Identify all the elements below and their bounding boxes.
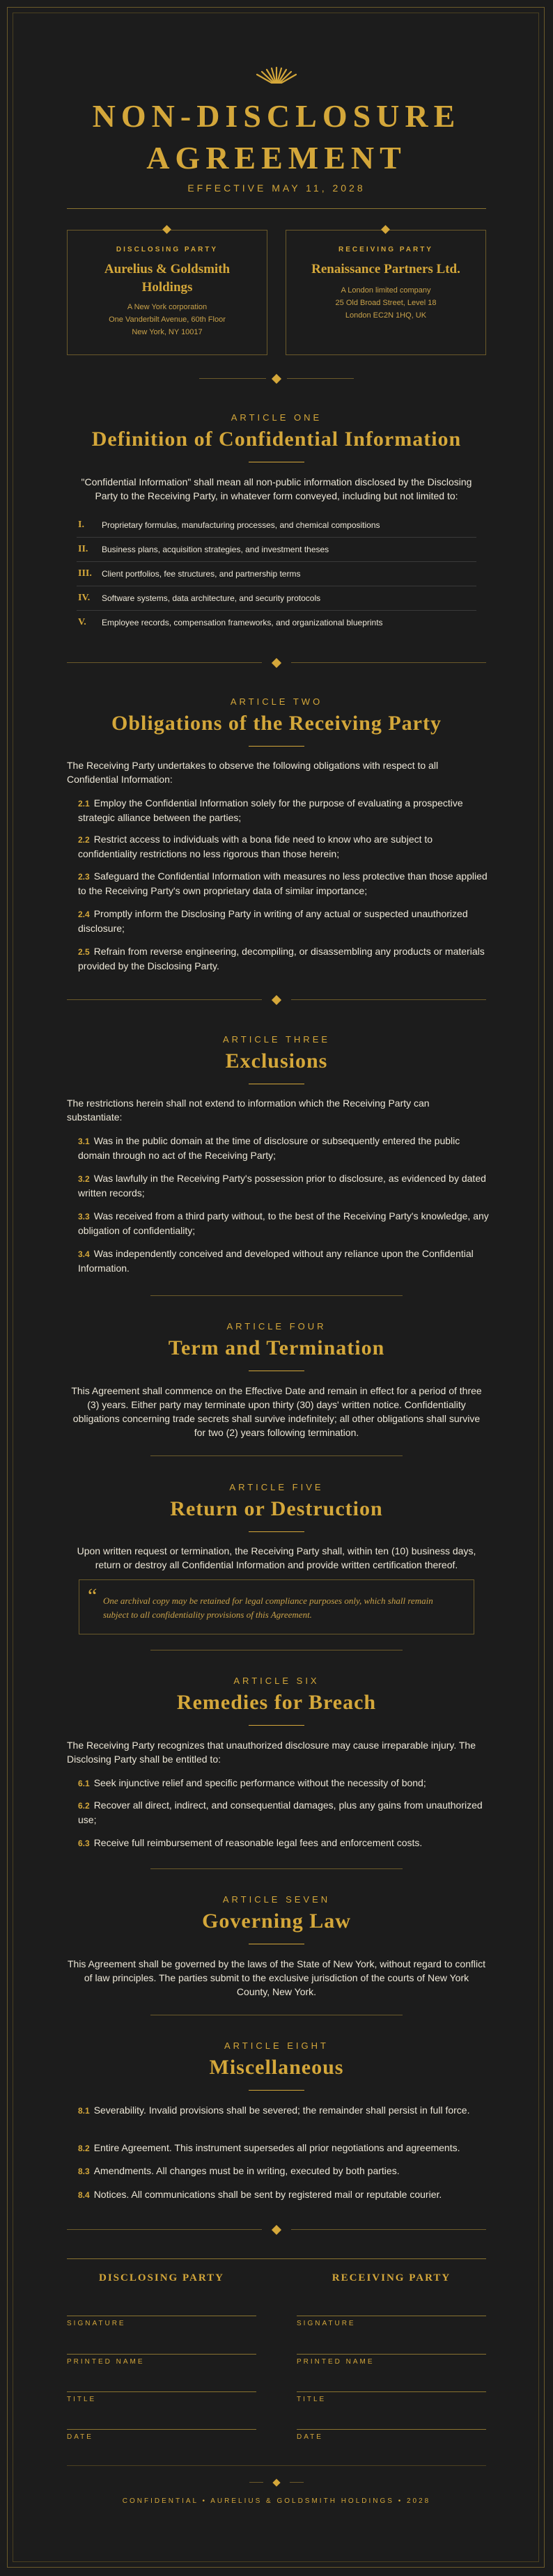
diamond-icon [272, 2479, 280, 2486]
footer-rule [67, 2465, 486, 2466]
list-item: 2.3 Safeguard the Confidential Information with measures no less protective than those applied to the Receiving Party's own proprietary data of similar importance; [78, 871, 488, 896]
article2-label: ARTICLE TWO [230, 696, 323, 707]
article4-text: This Agreement shall commence on the Effective Date and remain in effect for a period of three (3) years. Either party may terminate upon thirty (30) days' written notice. Confidentiality obligations concerning trade secrets shall survive indefinitely; all other obligations shall survive for two (2) years following termination. [71, 1385, 482, 1438]
receiving-party-address: 25 Old Broad Street, Level 18 [335, 299, 437, 307]
printed-name-caption: PRINTED NAME [297, 2358, 375, 2366]
document-title-line2: AGREEMENT [146, 140, 407, 175]
article4-label: ARTICLE FOUR [226, 1321, 327, 1332]
list-item: II. Business plans, acquisition strategies, and investment theses [77, 537, 476, 562]
signature-disclosing-heading: DISCLOSING PARTY [99, 2272, 224, 2284]
article4-title: Term and Termination [168, 1336, 385, 1359]
ornament-divider [67, 2225, 486, 2235]
article3-intro: The restrictions herein shall not extend to information which the Receiving Party can substantiate: [67, 1098, 430, 1123]
article5-label: ARTICLE FIVE [229, 1482, 324, 1492]
header-rule [67, 208, 486, 209]
title-caption: TITLE [67, 2396, 97, 2403]
footer-text: CONFIDENTIAL • AURELIUS & GOLDSMITH HOLDINGS • 2028 [122, 2497, 431, 2505]
list-item: 3.1 Was in the public domain at the time of disclosure or subsequently entered the public domain through no act of the Receiving Party; [78, 1135, 460, 1161]
signature-caption: SIGNATURE [67, 2320, 126, 2327]
title-line[interactable] [67, 2391, 256, 2392]
article5-rule [249, 1531, 304, 1532]
date-line[interactable] [297, 2429, 486, 2430]
title-line[interactable] [297, 2391, 486, 2392]
signature-caption: SIGNATURE [297, 2320, 356, 2327]
diamond-icon [272, 2225, 281, 2235]
diamond-icon [272, 374, 281, 384]
footer-ornament [67, 2478, 486, 2488]
list-item: III. Client portfolios, fee structures, and partnership terms [77, 561, 476, 586]
article7-label: ARTICLE SEVEN [222, 1894, 331, 1905]
signature-receiving-heading: RECEIVING PARTY [332, 2272, 451, 2284]
list-item: I. Proprietary formulas, manufacturing processes, and chemical compositions [77, 513, 476, 538]
list-item: 8.2 Entire Agreement. This instrument supersedes all prior negotiations and agreements. [78, 2142, 460, 2153]
article7-text: This Agreement shall be governed by the laws of the State of New York, without regard to conflict of law principles. The parties submit to the exclusive jurisdiction of the courts of New York County, New York. [67, 1958, 485, 1997]
article6-rule [249, 1725, 304, 1726]
receiving-party-city: London EC2N 1HQ, UK [345, 311, 427, 320]
list-item: 6.1 Seek injunctive relief and specific performance without the necessity of bond; [78, 1777, 426, 1788]
retention-note-text: One archival copy may be retained for legal compliance purposes only, which shall remain subject to all confidentiality provisions of this Agreement. [103, 1595, 433, 1620]
disclosing-party-label: DISCLOSING PARTY [116, 246, 219, 253]
article6-label: ARTICLE SIX [233, 1676, 320, 1686]
article3-title: Exclusions [225, 1049, 328, 1072]
article3-label: ARTICLE THREE [222, 1034, 331, 1045]
list-item: 8.4 Notices. All communications shall be sent by registered mail or reputable courier. [78, 2189, 442, 2200]
date-caption: DATE [297, 2433, 323, 2441]
list-item: 3.4 Was independently conceived and developed without any reliance upon the Confidential Information. [78, 1248, 474, 1274]
list-item: IV. Software systems, data architecture, and security protocols [77, 586, 476, 611]
inner-border [13, 13, 539, 2562]
article1-intro: "Confidential Information" shall mean all non-public information disclosed by the Disclosing Party to the Receiving Party, in whatever form conveyed, including but not limited to: [81, 476, 472, 501]
list-item: 2.4 Promptly inform the Disclosing Party in writing of any actual or suspected unauthorized disclosure; [78, 908, 468, 934]
receiving-party-detail: A London limited company [341, 286, 431, 295]
article1-label: ARTICLE ONE [231, 412, 322, 423]
disclosing-party-address: One Vanderbilt Avenue, 60th Floor [109, 315, 226, 324]
list-item: 6.2 Recover all direct, indirect, and consequential damages, plus any gains from unauthorized use; [78, 1800, 483, 1825]
list-item: 3.2 Was lawfully in the Receiving Party's possession prior to disclosure, as evidenced by dated written records; [78, 1173, 486, 1199]
date-caption: DATE [67, 2433, 93, 2441]
section-rule [150, 1295, 403, 1296]
article5-title: Return or Destruction [170, 1497, 383, 1520]
ornament-divider [67, 658, 486, 668]
date-line[interactable] [67, 2429, 256, 2430]
diamond-icon [272, 658, 281, 668]
title-caption: TITLE [297, 2396, 327, 2403]
diamond-icon [272, 995, 281, 1005]
article1-title: Definition of Confidential Information [91, 428, 462, 451]
receiving-party-label: RECEIVING PARTY [338, 246, 433, 253]
list-item: 3.3 Was received from a third party without, to the best of the Receiving Party's knowledge, any obligation of confidentiality; [78, 1210, 489, 1236]
sunburst-icon [235, 66, 318, 87]
retention-note [79, 1579, 474, 1634]
article8-rule [249, 2090, 304, 2091]
effective-date: EFFECTIVE MAY 11, 2028 [187, 182, 366, 194]
section-rule [150, 1455, 403, 1456]
article5-text: Upon written request or termination, the Receiving Party shall, within ten (10) business days, return or destroy all Confidential Information and provide written certification thereof. [77, 1545, 476, 1570]
article7-title: Governing Law [202, 1910, 351, 1933]
printed-name-line[interactable] [67, 2354, 256, 2355]
printed-name-line[interactable] [297, 2354, 486, 2355]
list-item: 8.3 Amendments. All changes must be in writing, executed by both parties. [78, 2165, 400, 2176]
list-item: 6.3 Receive full reimbursement of reasonable legal fees and enforcement costs. [78, 1837, 423, 1848]
article6-title: Remedies for Breach [176, 1691, 377, 1714]
signature-top-rule [67, 2258, 486, 2259]
list-item: 2.1 Employ the Confidential Information solely for the purpose of evaluating a prospective strategic alliance between the parties; [78, 797, 463, 823]
ornament-divider [67, 995, 486, 1005]
list-item: 8.1 Severability. Invalid provisions shall be severed; the remainder shall persist in full force. [78, 2105, 470, 2116]
disclosing-party-name-line1: Aurelius & Goldsmith [104, 262, 231, 276]
list-item: 2.2 Restrict access to individuals with a bona fide need to know who are subject to confidentiality restrictions no less rigorous than those herein; [78, 834, 433, 859]
article2-intro: The Receiving Party undertakes to observe the following obligations with respect to all Confidential Information: [67, 760, 439, 785]
ornament-divider [67, 374, 486, 384]
section-rule [150, 1868, 403, 1869]
article8-label: ARTICLE EIGHT [224, 2040, 329, 2051]
list-item: 2.5 Refrain from reverse engineering, decompiling, or disassembling any products or materials provided by the Disclosing Party. [78, 946, 485, 971]
disclosing-party-detail: A New York corporation [127, 303, 208, 311]
quote-icon: “ [88, 1584, 98, 1607]
disclosing-party-box [67, 230, 267, 355]
article6-intro: The Receiving Party recognizes that unauthorized disclosure may cause irreparable injury. The Disclosing Party shall be entitled to: [67, 1740, 476, 1765]
printed-name-caption: PRINTED NAME [67, 2358, 145, 2366]
document-title-line1: NON-DISCLOSURE [92, 98, 461, 134]
article2-rule [249, 746, 304, 747]
disclosing-party-city: New York, NY 10017 [132, 328, 203, 336]
list-item: V. Employee records, compensation frameworks, and organizational blueprints [78, 617, 383, 627]
article8-title: Miscellaneous [209, 2056, 344, 2079]
article2-title: Obligations of the Receiving Party [111, 712, 442, 735]
disclosing-party-name-line2: Holdings [141, 280, 193, 295]
receiving-party-box [286, 230, 486, 355]
receiving-party-name: Renaissance Partners Ltd. [311, 262, 460, 276]
